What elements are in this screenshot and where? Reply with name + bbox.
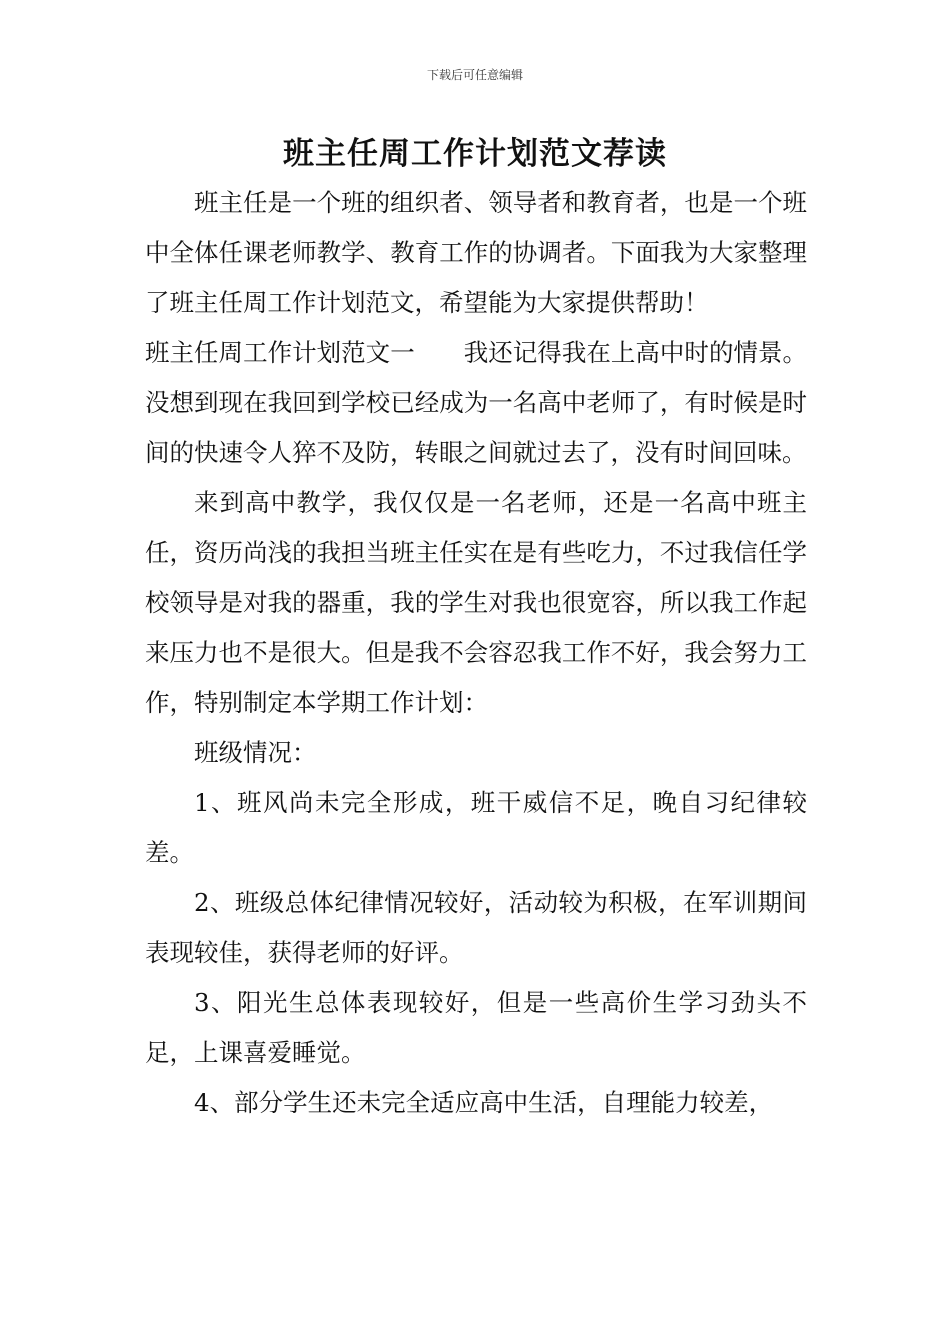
list-item-2: 2、班级总体纪律情况较好，活动较为积极，在军训期间表现较佳，获得老师的好评。 bbox=[145, 888, 807, 967]
paragraph-teaching: 来到高中教学，我仅仅是一名老师，还是一名高中班主任，资历尚浅的我担当班主任实在是有些吃力，不过我信任学校领导是对我的器重，我的学生对我也很宽容，所以我工作起来压力也不是很大。但是我不会容忍我工作不好，我会努力工作，特别制定本学期工作计划： bbox=[145, 488, 807, 717]
document-body bbox=[145, 178, 807, 1128]
list-item-3: 3、阳光生总体表现较好，但是一些高价生学习劲头不足，上课喜爱睡觉。 bbox=[145, 988, 807, 1067]
paragraph-class-status-heading: 班级情况： bbox=[194, 738, 317, 767]
list-item-4: 4、部分学生还未完全适应高中生活，自理能力较差， bbox=[194, 1088, 774, 1117]
header-note: 下载后可任意编辑 bbox=[426, 68, 523, 82]
document-title: 班主任周工作计划范文荐读 bbox=[283, 136, 667, 172]
list-item-1: 1、班风尚未完全形成，班干威信不足，晚自习纪律较差。 bbox=[145, 788, 807, 867]
paragraph-sample-one: 班主任周工作计划范文一 我还记得我在上高中时的情景。没想到现在我回到学校已经成为一名高中老师了，有时候是时间的快速令人猝不及防，转眼之间就过去了，没有时间回味。 bbox=[145, 338, 807, 467]
paragraph-intro: 班主任是一个班的组织者、领导者和教育者，也是一个班中全体任课老师教学、教育工作的协调者。下面我为大家整理了班主任周工作计划范文，希望能为大家提供帮助！ bbox=[145, 188, 807, 317]
